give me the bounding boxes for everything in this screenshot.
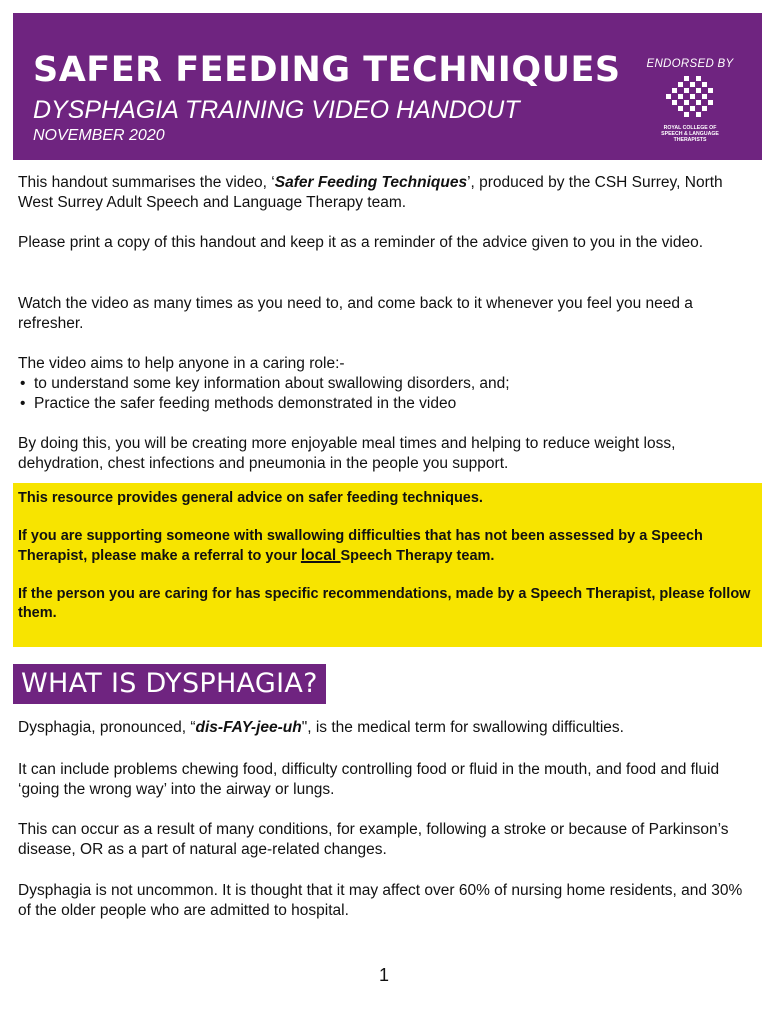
text: By doing this, you will be creating more enjoyable meal times and helping to reduce weight loss, dehydration, chest infections and pneumonia in the people you support. (18, 435, 676, 472)
page-number: 1 (378, 965, 389, 985)
logo-line: SPEECH & LANGUAGE (661, 130, 719, 137)
text: This handout summarises the video, ‘ (18, 174, 275, 191)
dysphagia-paragraph-3 (18, 820, 748, 860)
logo-text (635, 126, 745, 144)
intro-paragraph-3 (18, 294, 748, 334)
list-item: • to understand some key information about swallowing disorders, and; (18, 374, 748, 394)
text: If you are supporting someone with swallowing difficulties that has not been assessed by a Speech Therapist, please make a referral to your (18, 528, 703, 564)
dysphagia-paragraph-4 (18, 881, 748, 921)
text: This can occur as a result of many conditions, for example, following a stroke or because of Parkinson’s disease, OR as a part of natural age-related changes. (18, 821, 729, 858)
list-item: • Practice the safer feeding methods demonstrated in the video (18, 394, 748, 414)
logo-line: THERAPISTS (673, 136, 707, 143)
section-heading: WHAT IS DYSPHAGIA? (13, 664, 326, 704)
text: Dysphagia, pronounced, “ (18, 719, 196, 736)
text: ’, produced by the CSH Surrey, North West Surrey Adult Speech and Language Therapy team. (18, 174, 723, 211)
text: Speech Therapy team. (340, 548, 495, 564)
header-banner (13, 13, 762, 160)
notice-text (18, 527, 757, 566)
dysphagia-paragraph-2 (18, 760, 748, 800)
intro-paragraph-4 (18, 354, 748, 414)
bullet-list (18, 374, 748, 414)
video-title: Safer Feeding Techniques (274, 174, 468, 191)
logo-line: ROYAL COLLEGE OF (663, 125, 717, 131)
text: It can include problems chewing food, difficulty controlling food or fluid in the mouth, and food and fluid ‘going the wrong way’ into the airway or lungs. (18, 761, 720, 798)
intro-paragraph-5 (18, 434, 748, 474)
text: ", is the medical term for swallowing difficulties. (301, 719, 624, 736)
dysphagia-paragraph-1 (18, 718, 748, 738)
endorsed-by-label: ENDORSED BY (646, 58, 734, 70)
pronunciation: dis-FAY-jee-uh (195, 719, 302, 736)
text: The video aims to help anyone in a caring role:- (18, 355, 345, 372)
text: Dysphagia is not uncommon. It is thought that it may affect over 60% of nursing home residents, and 30% of the older people who are admitted to hospital. (18, 882, 743, 919)
notice-text: If the person you are caring for has specific recommendations, made by a Speech Therapist, please follow them. (18, 586, 751, 621)
text: Please print a copy of this handout and keep it as a reminder of the advice given to you in the video. (18, 234, 704, 251)
intro-paragraph-1 (18, 173, 748, 213)
notice-text: This resource provides general advice on safer feeding techniques. (18, 490, 483, 506)
rcslt-logo-icon (660, 76, 720, 120)
endorsement-block (635, 58, 745, 144)
text: Watch the video as many times as you need to, and come back to it whenever you feel you need a refresher. (18, 295, 693, 332)
document-subtitle: DYSPHAGIA TRAINING VIDEO HANDOUT (33, 96, 520, 124)
local-emphasis: local (300, 547, 341, 564)
advice-notice-box (13, 483, 762, 647)
document-date: NOVEMBER 2020 (33, 127, 165, 144)
intro-paragraph-2 (18, 233, 748, 253)
document-title: SAFER FEEDING TECHNIQUES (33, 50, 621, 90)
